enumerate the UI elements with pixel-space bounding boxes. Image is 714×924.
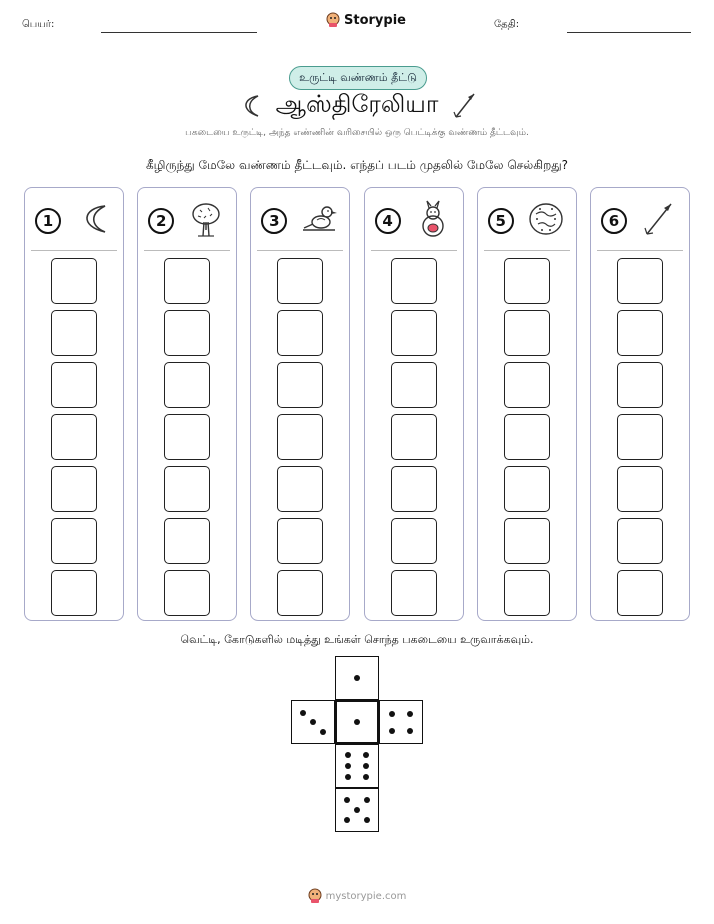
color-box[interactable] — [391, 310, 437, 356]
die-face-lower — [335, 744, 379, 788]
question-text: கீழிருந்து மேலே வண்ணம் தீட்டவும். எந்தப் படம் முதலில் மேலே செல்கிறது? — [145, 158, 569, 172]
color-box[interactable] — [617, 570, 663, 616]
color-box[interactable] — [504, 362, 550, 408]
footer-url: mystorypie.com — [325, 890, 407, 902]
eucalyptus-tree-icon — [188, 200, 224, 238]
die-face-center — [335, 700, 379, 744]
color-box[interactable] — [391, 414, 437, 460]
column-2 — [137, 187, 237, 621]
storypie-mascot-icon — [308, 888, 322, 904]
column-number: 1 — [35, 208, 61, 234]
cut-instruction: வெட்டி, கோடுகளில் மடித்து உங்கள் சொந்த பகடையை உருவாக்கவும். — [180, 633, 534, 646]
footer — [0, 888, 714, 904]
color-box[interactable] — [164, 362, 210, 408]
color-box[interactable] — [277, 362, 323, 408]
color-box[interactable] — [164, 310, 210, 356]
die-face-right — [379, 700, 423, 744]
color-box[interactable] — [617, 414, 663, 460]
spear-arrow-icon — [641, 200, 677, 238]
color-box[interactable] — [391, 362, 437, 408]
die-face-top — [335, 656, 379, 700]
color-box[interactable] — [277, 466, 323, 512]
color-box[interactable] — [617, 310, 663, 356]
column-3 — [250, 187, 350, 621]
brand-logo — [326, 12, 406, 28]
color-box[interactable] — [51, 518, 97, 564]
column-number: 5 — [488, 208, 514, 234]
column-6 — [590, 187, 690, 621]
aboriginal-art-plate-icon — [528, 200, 564, 238]
name-input-line[interactable] — [101, 32, 257, 33]
color-box[interactable] — [504, 518, 550, 564]
color-box[interactable] — [51, 310, 97, 356]
roll-columns — [24, 187, 690, 623]
kangaroo-icon — [415, 200, 451, 238]
activity-tag: உருட்டி வண்ணம் தீட்டு — [289, 66, 427, 90]
color-box[interactable] — [504, 414, 550, 460]
storypie-mascot-icon — [326, 12, 340, 28]
die-face-left — [291, 700, 335, 744]
column-number: 3 — [261, 208, 287, 234]
color-box[interactable] — [51, 258, 97, 304]
color-box[interactable] — [617, 518, 663, 564]
color-box[interactable] — [164, 570, 210, 616]
column-number: 2 — [148, 208, 174, 234]
color-box[interactable] — [617, 362, 663, 408]
column-4 — [364, 187, 464, 621]
color-box[interactable] — [277, 258, 323, 304]
color-box[interactable] — [277, 414, 323, 460]
column-5 — [477, 187, 577, 621]
color-box[interactable] — [391, 466, 437, 512]
date-input-line[interactable] — [567, 32, 691, 33]
color-box[interactable] — [164, 518, 210, 564]
column-number: 4 — [375, 208, 401, 234]
color-box[interactable] — [164, 258, 210, 304]
color-box[interactable] — [51, 362, 97, 408]
dice-net — [290, 656, 424, 836]
color-box[interactable] — [51, 466, 97, 512]
boomerang-icon — [75, 200, 111, 238]
color-box[interactable] — [51, 414, 97, 460]
color-box[interactable] — [391, 258, 437, 304]
name-label: பெயர்: — [22, 19, 55, 30]
color-box[interactable] — [391, 518, 437, 564]
color-box[interactable] — [504, 310, 550, 356]
color-box[interactable] — [504, 466, 550, 512]
page-title: ஆஸ்திரேலியா — [275, 90, 439, 118]
color-box[interactable] — [277, 310, 323, 356]
kookaburra-icon — [301, 200, 337, 238]
color-box[interactable] — [51, 570, 97, 616]
die-face-bottom — [335, 788, 379, 832]
spear-arrow-icon — [452, 90, 478, 120]
color-box[interactable] — [617, 258, 663, 304]
color-box[interactable] — [164, 414, 210, 460]
column-number: 6 — [601, 208, 627, 234]
column-1 — [24, 187, 124, 621]
color-box[interactable] — [504, 258, 550, 304]
color-box[interactable] — [617, 466, 663, 512]
color-box[interactable] — [391, 570, 437, 616]
page-subtitle: பகடையை உருட்டி, அந்த எண்ணின் வரிசையில் ஒரு பெட்டிக்கு வண்ணம் தீட்டவும். — [185, 128, 529, 138]
color-box[interactable] — [164, 466, 210, 512]
color-box[interactable] — [277, 570, 323, 616]
brand-name: Storypie — [344, 12, 406, 28]
color-box[interactable] — [504, 570, 550, 616]
date-label: தேதி: — [494, 19, 520, 30]
color-box[interactable] — [277, 518, 323, 564]
